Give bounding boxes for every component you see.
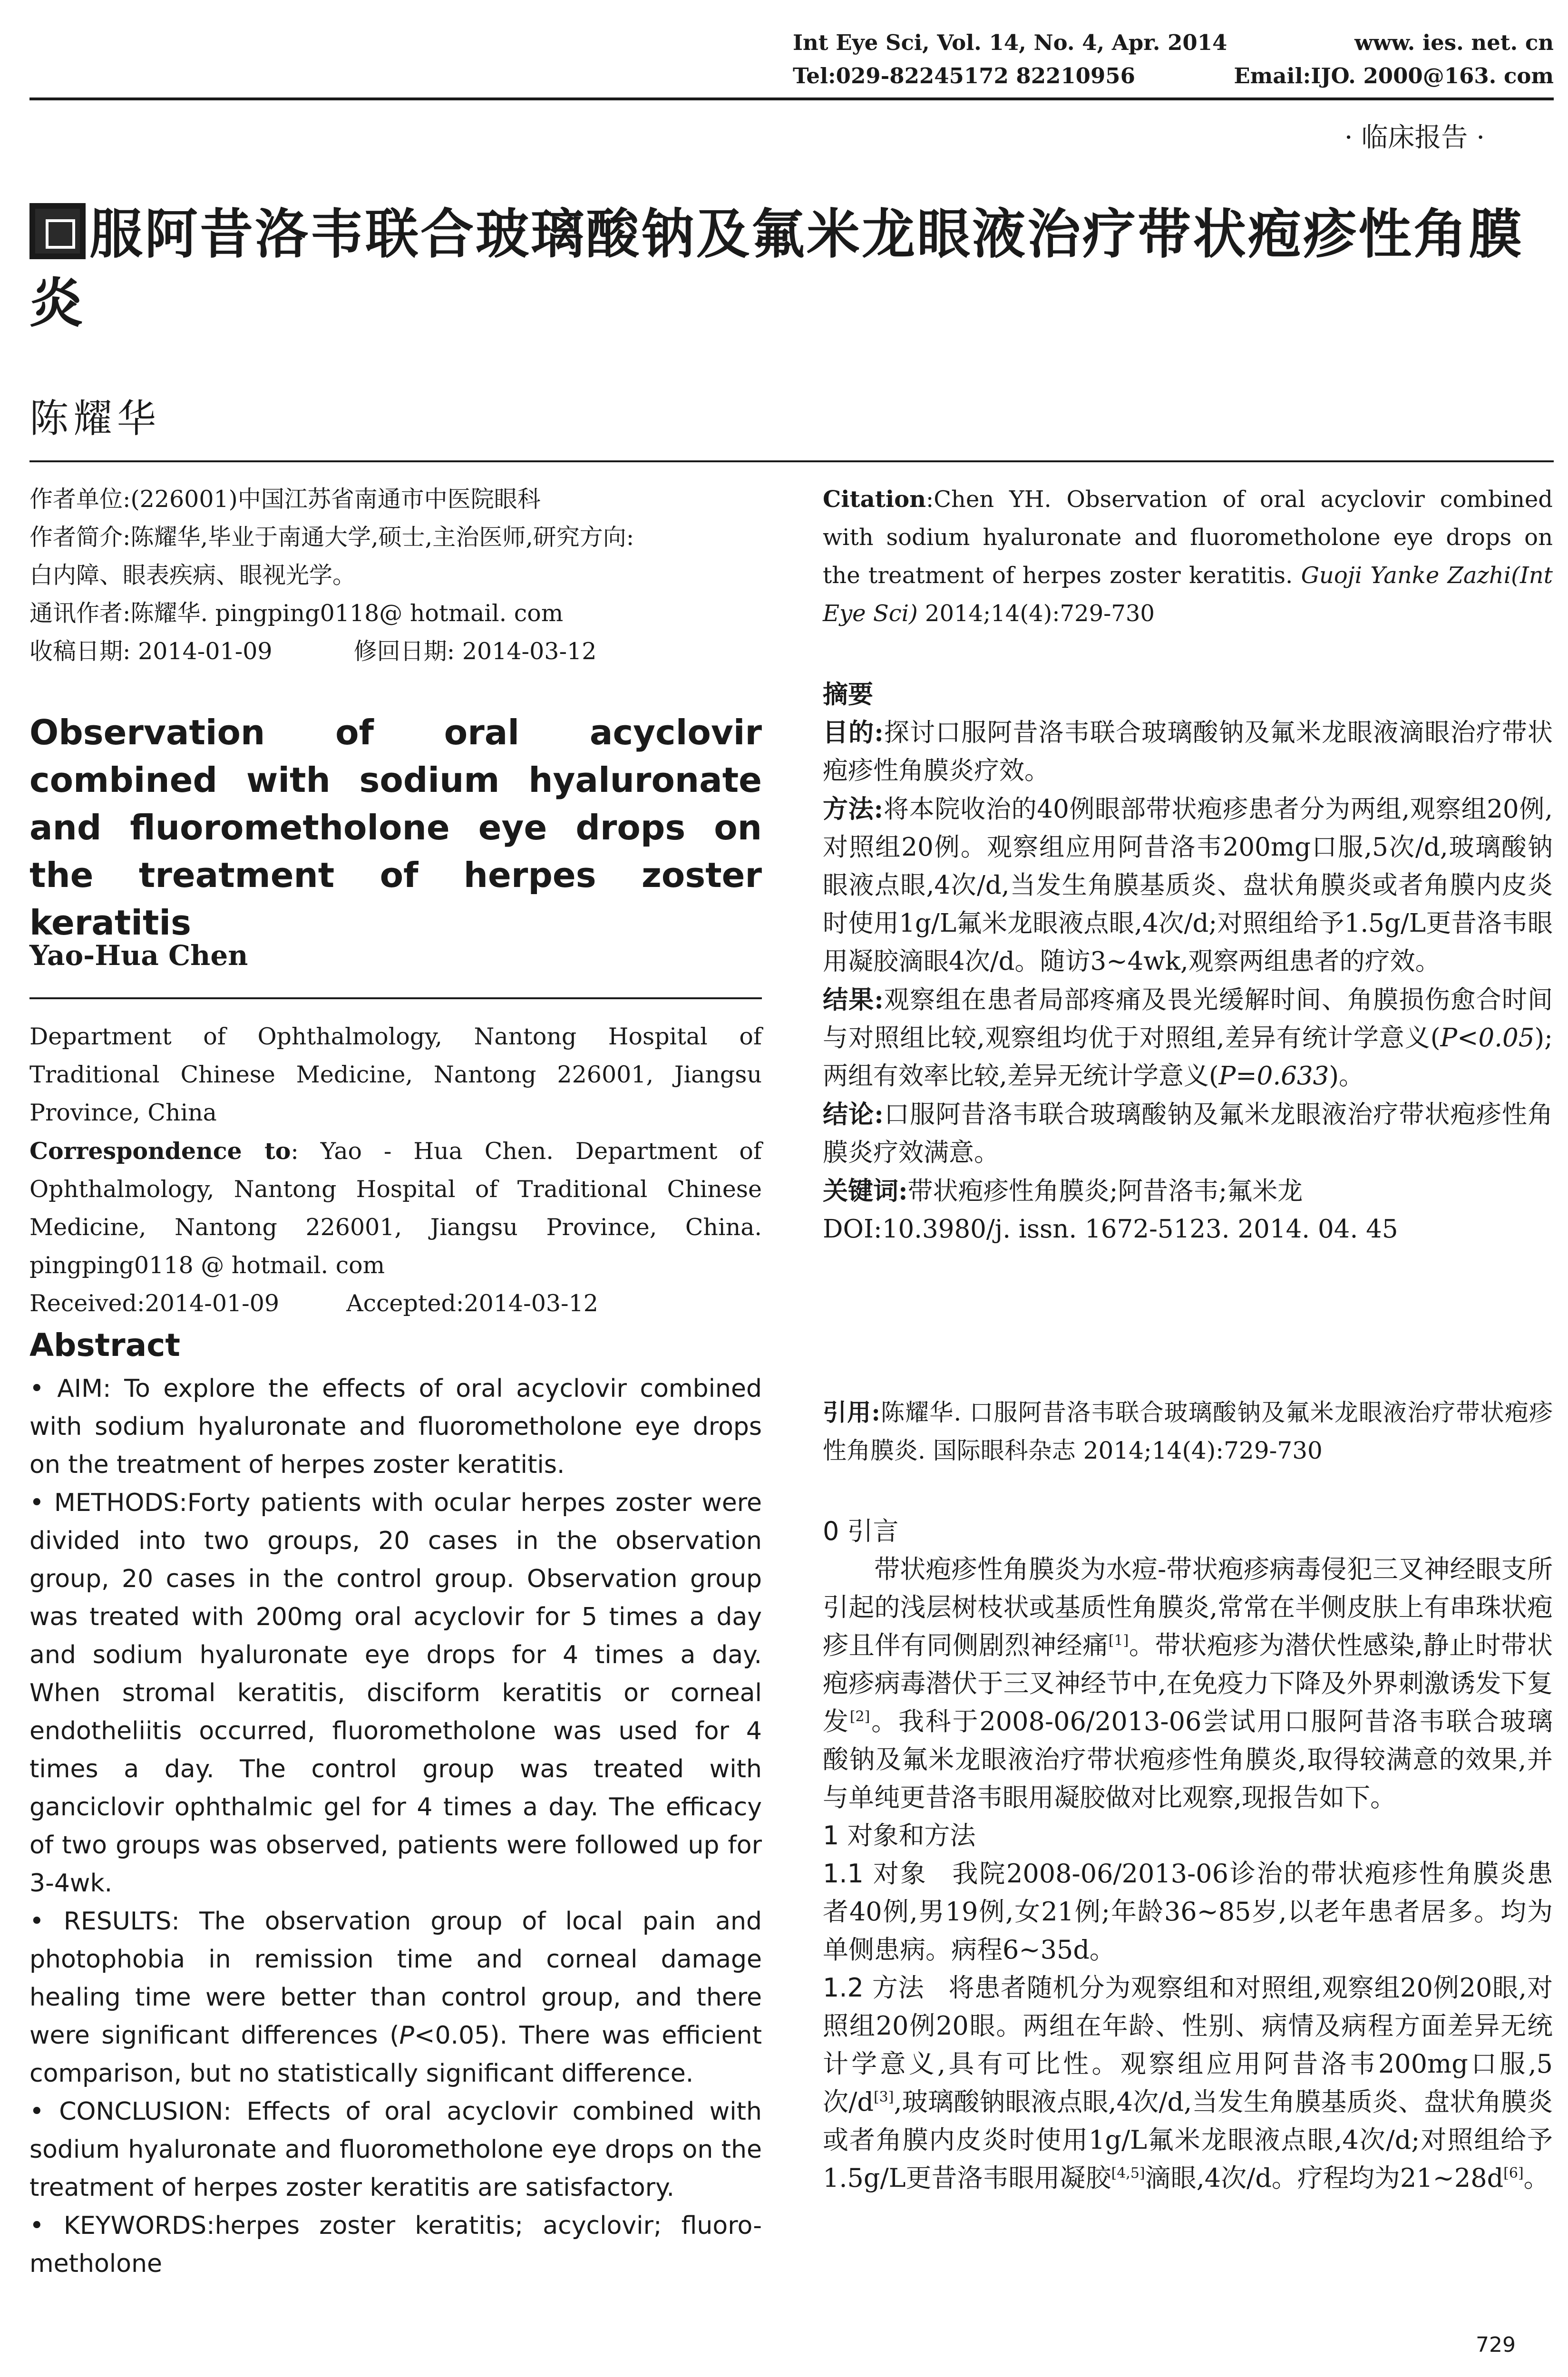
results-p-value: P bbox=[399, 2021, 414, 2050]
english-title: Observation of oral acyclovir combined with sodium hyaluronate and fluorometholone eye drops on the treatment of herpes zoster keratitis bbox=[29, 712, 762, 943]
citation-label: Citation bbox=[823, 486, 926, 513]
abstract-methods bbox=[29, 1484, 762, 1902]
author-bio-line-1: 作者简介:陈耀华,毕业于南通大学,硕士,主治医师,研究方向: bbox=[29, 524, 634, 551]
abstract-cn-aim bbox=[823, 713, 1553, 790]
citation-cn-text: 陈耀华. 口服阿昔洛韦联合玻璃酸钠及氟米龙眼液治疗带状疱疹性角膜炎. 国际眼科杂志 2014;14(4):729-730 bbox=[823, 1399, 1553, 1464]
methods-text: :Forty patients with ocular herpes zoster were divided into two groups, 20 cases in the observation group, 20 cases in the control group. Observation group was treated with 200mg oral acyclovir for 5 times a day and sodium hyaluronate eye drops for 4 times a day. When stromal keratitis, disciform keratitis or corneal endotheliitis occurred, fluorometholone was used for 4 times a day. The control group was treated with ganciclovir ophthalmic gel for 4 times a day. The efficacy of two groups was observed, patients were followed up for 3-4wk. bbox=[29, 1489, 762, 1898]
abstract-cn bbox=[823, 675, 1553, 1248]
results-p-value-cn-2: P=0.633 bbox=[1218, 1062, 1329, 1091]
correspondence-label: Correspondence to bbox=[29, 1137, 291, 1165]
correspondence-en bbox=[29, 1132, 762, 1285]
author-bio-line-2: 白内障、眼表疾病、眼视光学。 bbox=[29, 562, 356, 589]
title-box-glyph bbox=[29, 203, 86, 259]
body-text bbox=[823, 1512, 1553, 2197]
methods-paragraph bbox=[823, 1969, 1553, 2197]
article-title-text: 服阿昔洛韦联合玻璃酸钠及氟米龙眼液治疗带状疱疹性角膜炎 bbox=[29, 203, 1524, 334]
citation-en bbox=[823, 480, 1553, 633]
methods-body-1: 将患者随机分为观察组和对照组,观察组20例20眼,对照组20例20眼。两组在年龄、性别、病情及病程方面差异无统计学意义,具有可比性。观察组应用阿昔洛韦200mg口服,5次/d bbox=[823, 1973, 1553, 2117]
citation-cn-label: 引用: bbox=[823, 1398, 880, 1426]
methods-label-cn: 方法: bbox=[823, 794, 884, 824]
ref-3[interactable]: [3] bbox=[873, 2089, 894, 2105]
abstract-cn-methods bbox=[823, 790, 1553, 981]
abstract-results bbox=[29, 1902, 762, 2093]
section-label: · 临床报告 · bbox=[1344, 122, 1485, 153]
citation-cn bbox=[823, 1393, 1553, 1470]
results-p-value-cn-1: P<0.05 bbox=[1440, 1023, 1535, 1052]
results-text-cn-1: 观察组在患者局部疼痛及畏光缓解时间、角膜损伤愈合时间与对照组比较,观察组均优于对照组,差异有统计学意义( bbox=[823, 985, 1553, 1052]
keywords-text-cn: 带状疱疹性角膜炎;阿昔洛韦;氟米龙 bbox=[907, 1177, 1303, 1206]
conclusion-text: : Effects of oral acyclovir combined with sodium hyaluronate and fluorometholone eye drops on the treatment of herpes zoster keratitis are satisfactory. bbox=[29, 2097, 762, 2202]
ref-1[interactable]: [1] bbox=[1108, 1632, 1129, 1649]
author-name-cn: 陈耀华 bbox=[29, 396, 161, 441]
heading-method: 1.2 方法 bbox=[823, 1973, 925, 2003]
page-number: 729 bbox=[1476, 2333, 1516, 2357]
corresponding-author: 通讯作者:陈耀华. pingping0118@ hotmail. com bbox=[29, 600, 564, 627]
abstract-heading-en: Abstract bbox=[29, 1327, 180, 1364]
abstract-heading-cn: 摘要 bbox=[823, 680, 873, 709]
intro-text-1: 带状疱疹性角膜炎为水痘-带状疱疹病毒侵犯三叉神经眼支所引起的浅层树枝状或基质性角膜炎,常常在半侧皮肤上有串珠状疱疹且伴有同侧剧烈神经痛 bbox=[823, 1554, 1553, 1660]
heading-introduction: 0 引言 bbox=[823, 1516, 899, 1546]
results-text-2: <0.05). There was efficient comparison, but no statistically significant difference. bbox=[29, 2021, 762, 2088]
conclusion-label: • CONCLUSION bbox=[29, 2097, 224, 2126]
intro-paragraph bbox=[823, 1550, 1553, 1817]
ref-2[interactable]: [2] bbox=[849, 1708, 870, 1725]
journal-email[interactable]: Email:IJO. 2000@163. com bbox=[1234, 63, 1554, 88]
methods-text-cn: 将本院收治的40例眼部带状疱疹患者分为两组,观察组20例,对照组20例。观察组应用阿昔洛韦200mg口服,5次/d,玻璃酸钠眼液点眼,4次/d,当发生角膜基质炎、盘状角膜炎或者角膜内皮炎时使用1g/L氟米龙眼液点眼,4次/d;对照组给予1.5g/L更昔洛韦眼用凝胶滴眼4次/d。随访3~4wk,观察两组患者的疗效。 bbox=[823, 795, 1553, 976]
header-rule bbox=[29, 97, 1554, 100]
english-author: Yao-Hua Chen bbox=[29, 939, 248, 972]
author-unit: 作者单位:(226001)中国江苏省南通市中医院眼科 bbox=[29, 486, 541, 513]
article-title bbox=[29, 200, 1542, 338]
conclusion-label-cn: 结论: bbox=[823, 1100, 884, 1129]
abstract-en bbox=[29, 1370, 762, 2283]
citation-text: :Chen YH. Observation of oral acyclovir combined with sodium hyaluronate and fluorometholone eye drops on the treatment of herpes zoster keratitis. bbox=[823, 486, 1553, 589]
results-text-cn-3: )。 bbox=[1329, 1062, 1364, 1091]
methods-label: • METHODS bbox=[29, 1489, 179, 1517]
results-text-1: : The observation group of local pain and photophobia in remission time and corneal damage healing time were better than control group, and there were significant differences ( bbox=[29, 1907, 762, 2050]
accepted-date-en: Accepted:2014-03-12 bbox=[346, 1290, 598, 1317]
received-date-cn: 收稿日期: 2014-01-09 bbox=[29, 638, 273, 665]
ref-6[interactable]: [6] bbox=[1503, 2165, 1524, 2182]
methods-body-4: 。 bbox=[1523, 2163, 1549, 2193]
subjects-text: 我院2008-06/2013-06诊治的带状疱疹性角膜炎患者40例,男19例,女21例;年龄36~85岁,以老年患者居多。均为单侧患病。病程6~35d。 bbox=[823, 1859, 1553, 1965]
keywords-label: • KEYWORDS bbox=[29, 2211, 207, 2240]
citation-journal-en: (Int Eye Sci) bbox=[823, 562, 1553, 627]
abstract-keywords bbox=[29, 2207, 762, 2283]
aim-label-cn: 目的: bbox=[823, 718, 884, 747]
aim-text-cn: 探讨口服阿昔洛韦联合玻璃酸钠及氟米龙眼液滴眼治疗带状疱疹性角膜炎疗效。 bbox=[823, 718, 1553, 785]
dates-en bbox=[29, 1285, 762, 1323]
heading-methods: 1 对象和方法 bbox=[823, 1821, 976, 1851]
affiliation-cn bbox=[29, 480, 762, 671]
aim-text: : To explore the effects of oral acyclovir combined with sodium hyaluronate and fluorometholone eye drops on the treatment of herpes zoster keratitis. bbox=[29, 1374, 762, 1479]
english-author-rule bbox=[29, 997, 762, 999]
results-text-cn-2: );两组有效率比较,差异无统计学意义( bbox=[823, 1023, 1553, 1091]
aim-label: • AIM bbox=[29, 1374, 103, 1403]
heading-subjects: 1.1 对象 bbox=[823, 1859, 927, 1889]
journal-header bbox=[793, 26, 1554, 93]
keywords-text: :herpes zoster keratitis; acyclovir; fluoro-metholone bbox=[29, 2211, 762, 2278]
affiliation-en bbox=[29, 1018, 762, 1323]
ref-4-5[interactable]: [4,5] bbox=[1111, 2165, 1145, 2182]
abstract-cn-keywords bbox=[823, 1172, 1553, 1210]
keywords-label-cn: 关键词: bbox=[823, 1176, 908, 1206]
journal-website[interactable]: www. ies. net. cn bbox=[1354, 30, 1554, 55]
department-en: Department of Ophthalmology, Nantong Hospital of Traditional Chinese Medicine, Nantong 226001, Jiangsu Province, China bbox=[29, 1023, 762, 1126]
journal-tel: Tel:029-82245172 82210956 bbox=[793, 63, 1135, 88]
results-label: • RESULTS bbox=[29, 1907, 172, 1936]
abstract-aim bbox=[29, 1370, 762, 1484]
intro-text-3: 。我科于2008-06/2013-06尝试用口服阿昔洛韦联合玻璃酸钠及氟米龙眼液治疗带状疱疹性角膜炎,取得较满意的效果,并与单纯更昔洛韦眼用凝胶做对比观察,现报告如下。 bbox=[823, 1706, 1553, 1812]
journal-volume-line: Int Eye Sci, Vol. 14, No. 4, Apr. 2014 bbox=[793, 30, 1227, 55]
intro-text-2: 。带状疱疹为潜伏性感染,静止时带状疱疹病毒潜伏于三叉神经节中,在免疫力下降及外界刺激诱发下复发 bbox=[823, 1630, 1553, 1736]
title-rule bbox=[29, 460, 1554, 462]
citation-journal: Guoji Yanke Zazhi bbox=[1301, 562, 1511, 589]
methods-body-2: ,玻璃酸钠眼液点眼,4次/d,当发生角膜基质炎、盘状角膜炎或者角膜内皮炎时使用1g/L氟米龙眼液点眼,4次/d;对照组给予1.5g/L更昔洛韦眼用凝胶 bbox=[823, 2087, 1553, 2193]
abstract-cn-results bbox=[823, 981, 1553, 1095]
doi[interactable]: DOI:10.3980/j. issn. 1672-5123. 2014. 04. 45 bbox=[823, 1215, 1398, 1244]
received-date-en: Received:2014-01-09 bbox=[29, 1290, 280, 1317]
correspondence-text: : Yao - Hua Chen. Department of Ophthalmology, Nantong Hospital of Traditional Chinese Medicine, Nantong 226001, Jiangsu Province, China. pingping0118 @ hotmail. com bbox=[29, 1138, 762, 1279]
conclusion-text-cn: 口服阿昔洛韦联合玻璃酸钠及氟米龙眼液治疗带状疱疹性角膜炎疗效满意。 bbox=[823, 1100, 1553, 1167]
subjects-paragraph bbox=[823, 1855, 1553, 1969]
methods-body-3: 滴眼,4次/d。疗程均为21~28d bbox=[1145, 2163, 1504, 2193]
abstract-conclusion bbox=[29, 2093, 762, 2207]
abstract-cn-conclusion bbox=[823, 1095, 1553, 1172]
revised-date-cn: 修回日期: 2014-03-12 bbox=[353, 638, 597, 665]
results-label-cn: 结果: bbox=[823, 985, 884, 1014]
dates-cn bbox=[29, 633, 762, 671]
citation-tail: 2014;14(4):729-730 bbox=[917, 600, 1155, 627]
